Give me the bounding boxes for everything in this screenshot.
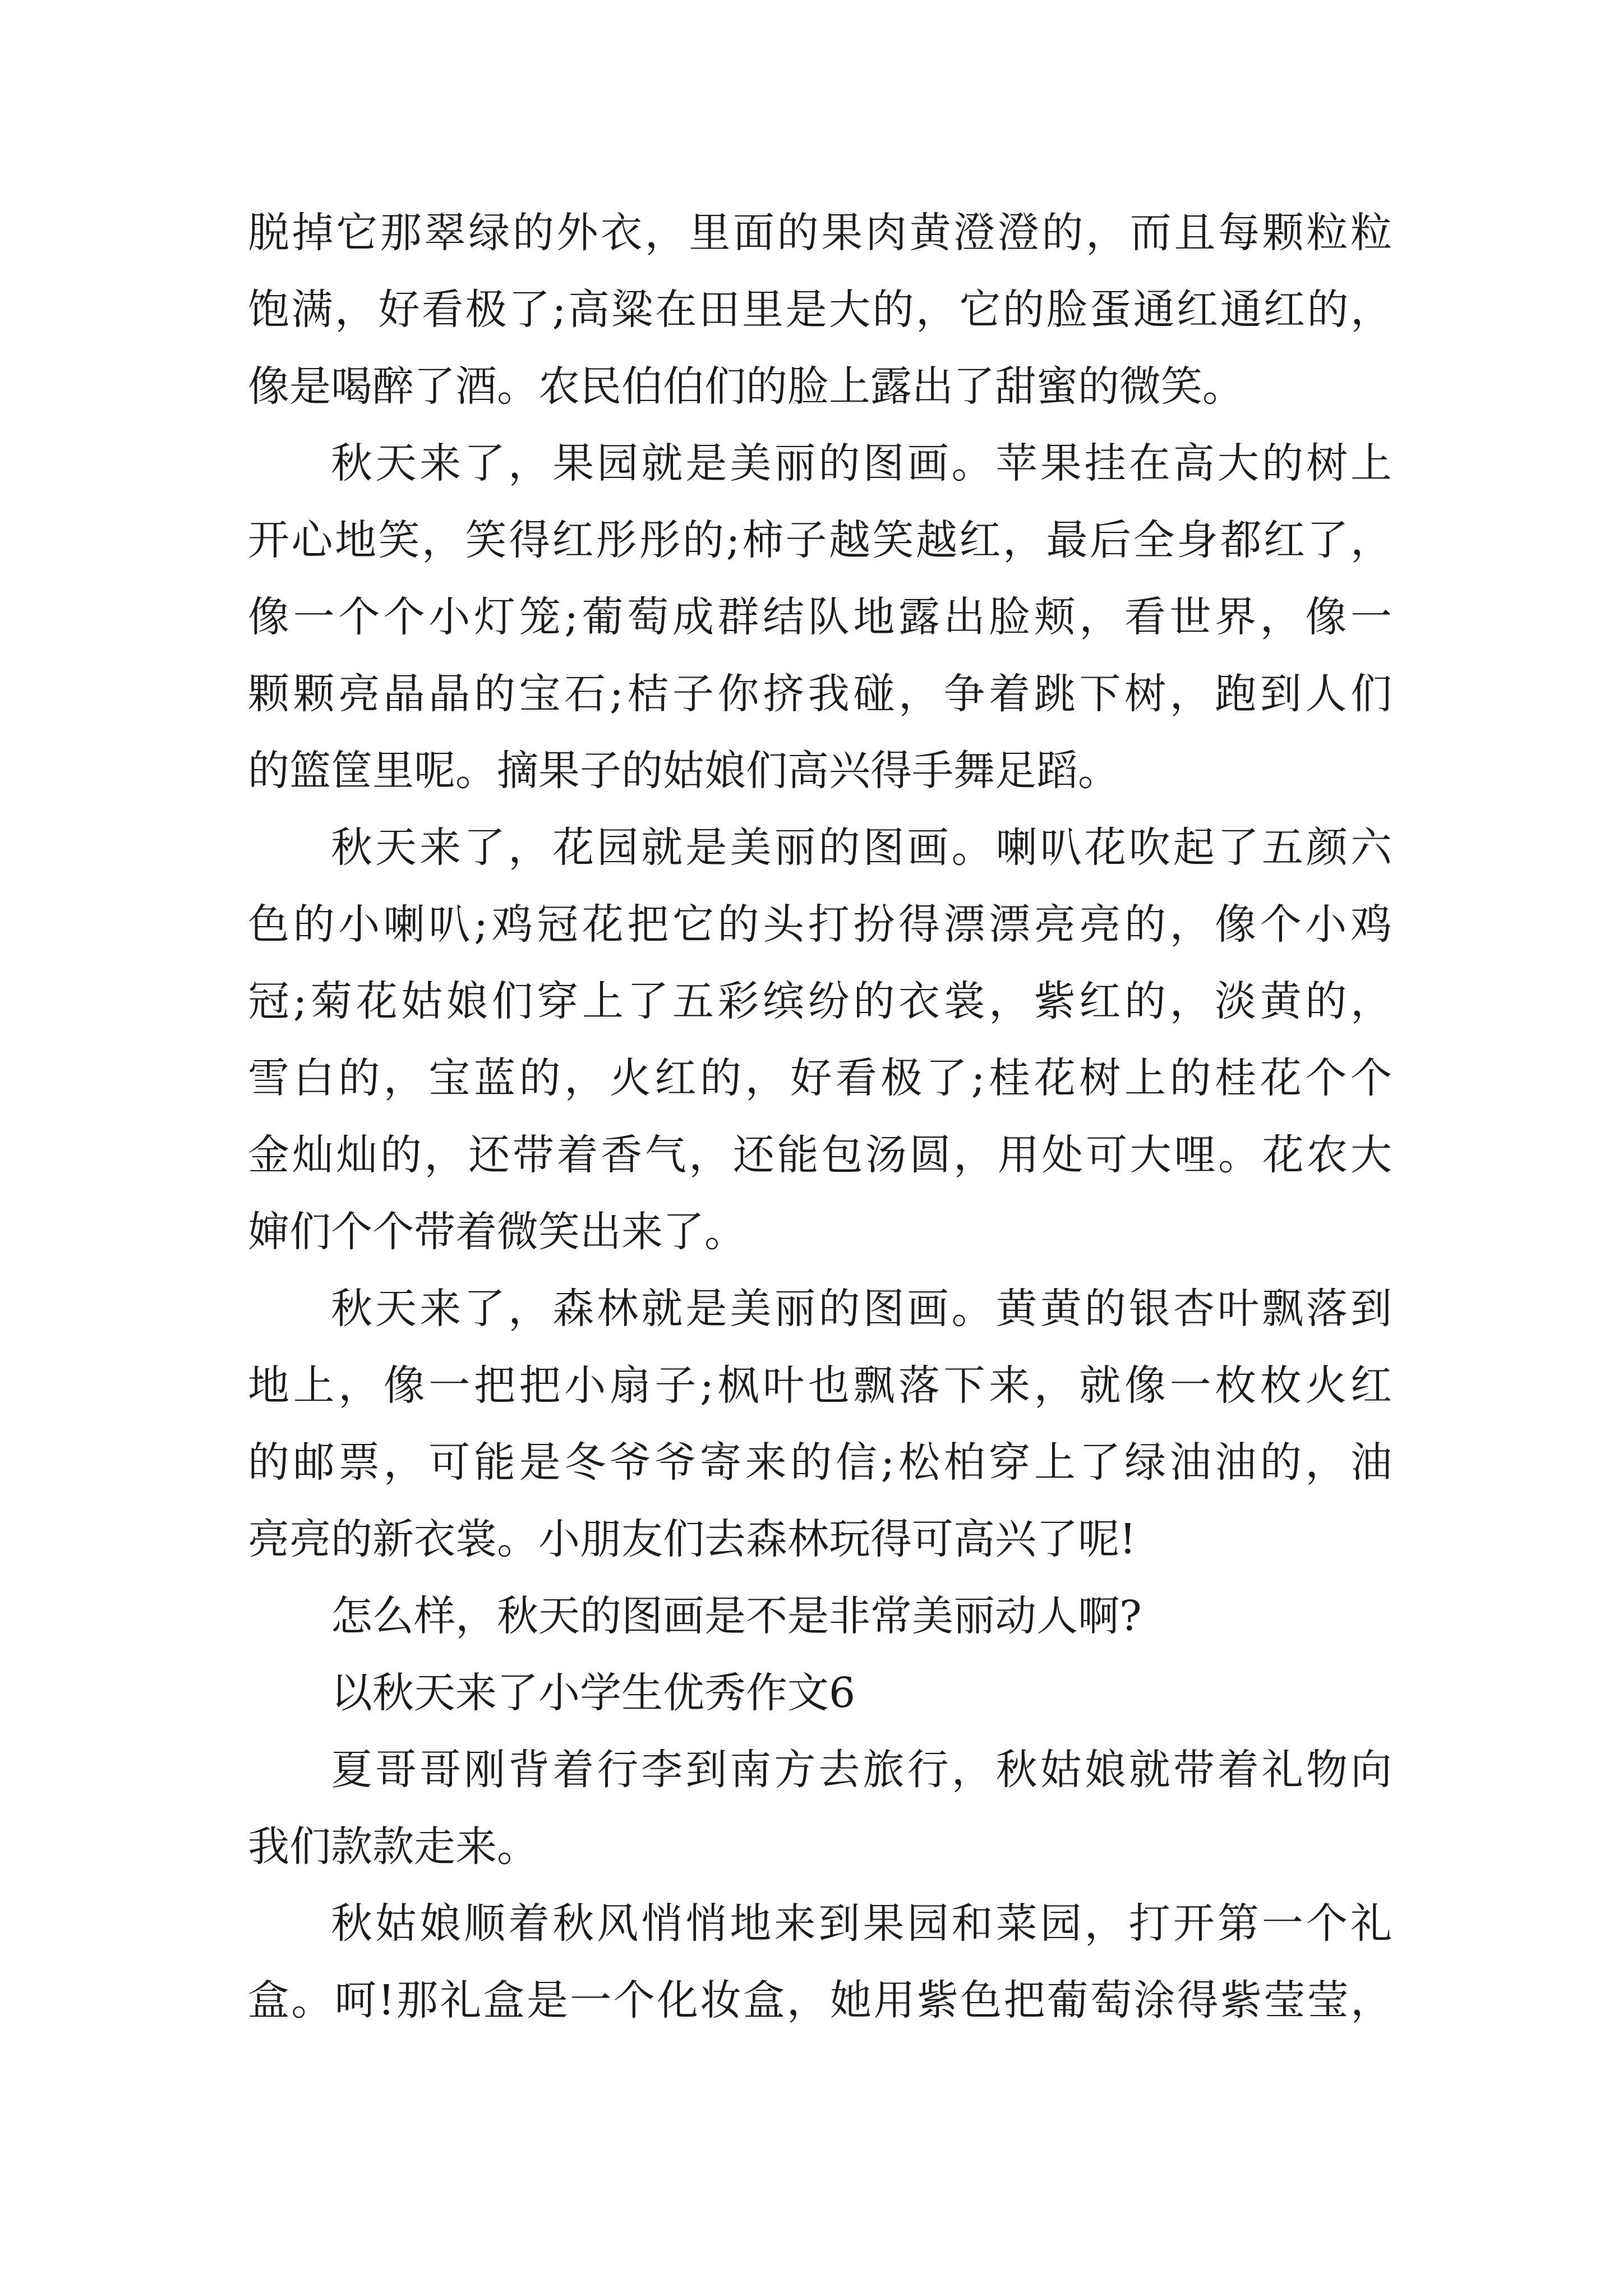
text-line: 以秋天来了小学生优秀作文6 — [331, 1669, 856, 1717]
text-line: 像一个个小灯笼;葡萄成群结队地露出脸颊，看世界，像一 — [248, 593, 1392, 641]
text-line: 像是喝醉了酒。农民伯伯们的脸上露出了甜蜜的微笑。 — [248, 362, 1244, 411]
text-line: 开心地笑，笑得红彤彤的;柿子越笑越红，最后全身都红了， — [248, 516, 1392, 564]
text-line: 怎么样，秋天的图画是不是非常美丽动人啊? — [331, 1592, 1142, 1640]
text-line: 秋天来了，果园就是美丽的图画。苹果挂在高大的树上 — [331, 439, 1392, 487]
text-line: 地上，像一把把小扇子;枫叶也飘落下来，就像一枚枚火红 — [248, 1361, 1392, 1410]
text-line: 的篮筐里呢。摘果子的姑娘们高兴得手舞足蹈。 — [248, 747, 1119, 795]
text-line: 秋姑娘顺着秋风悄悄地来到果园和菜园，打开第一个礼 — [331, 1899, 1392, 1948]
text-line: 的邮票，可能是冬爷爷寄来的信;松柏穿上了绿油油的，油 — [248, 1438, 1392, 1487]
text-line: 冠;菊花姑娘们穿上了五彩缤纷的衣裳，紫红的，淡黄的， — [248, 977, 1392, 1025]
text-line: 盒。呵!那礼盒是一个化妆盒，她用紫色把葡萄涂得紫莹莹， — [248, 1976, 1392, 2024]
text-line: 金灿灿的，还带着香气，还能包汤圆，用处可大哩。花农大 — [248, 1131, 1392, 1179]
body-text — [248, 210, 1392, 2055]
text-line: 亮亮的新衣裳。小朋友们去森林玩得可高兴了呢! — [248, 1515, 1136, 1563]
text-line: 色的小喇叭;鸡冠花把它的头打扮得漂漂亮亮的，像个小鸡 — [248, 900, 1392, 949]
text-line: 夏哥哥刚背着行李到南方去旅行，秋姑娘就带着礼物向 — [331, 1746, 1392, 1794]
text-line: 脱掉它那翠绿的外衣，里面的果肉黄澄澄的，而且每颗粒粒 — [248, 209, 1392, 257]
text-line: 饱满，好看极了;高粱在田里是大的，它的脸蛋通红通红的， — [248, 286, 1392, 334]
text-line: 秋天来了，花园就是美丽的图画。喇叭花吹起了五颜六 — [331, 823, 1392, 872]
text-line: 颗颗亮晶晶的宝石;桔子你挤我碰，争着跳下树，跑到人们 — [248, 670, 1392, 718]
text-line: 婶们个个带着微笑出来了。 — [248, 1208, 746, 1256]
text-line: 我们款款走来。 — [248, 1823, 538, 1871]
text-line: 秋天来了，森林就是美丽的图画。黄黄的银杏叶飘落到 — [331, 1285, 1392, 1333]
text-line: 雪白的，宝蓝的，火红的，好看极了;桂花树上的桂花个个 — [248, 1054, 1392, 1102]
